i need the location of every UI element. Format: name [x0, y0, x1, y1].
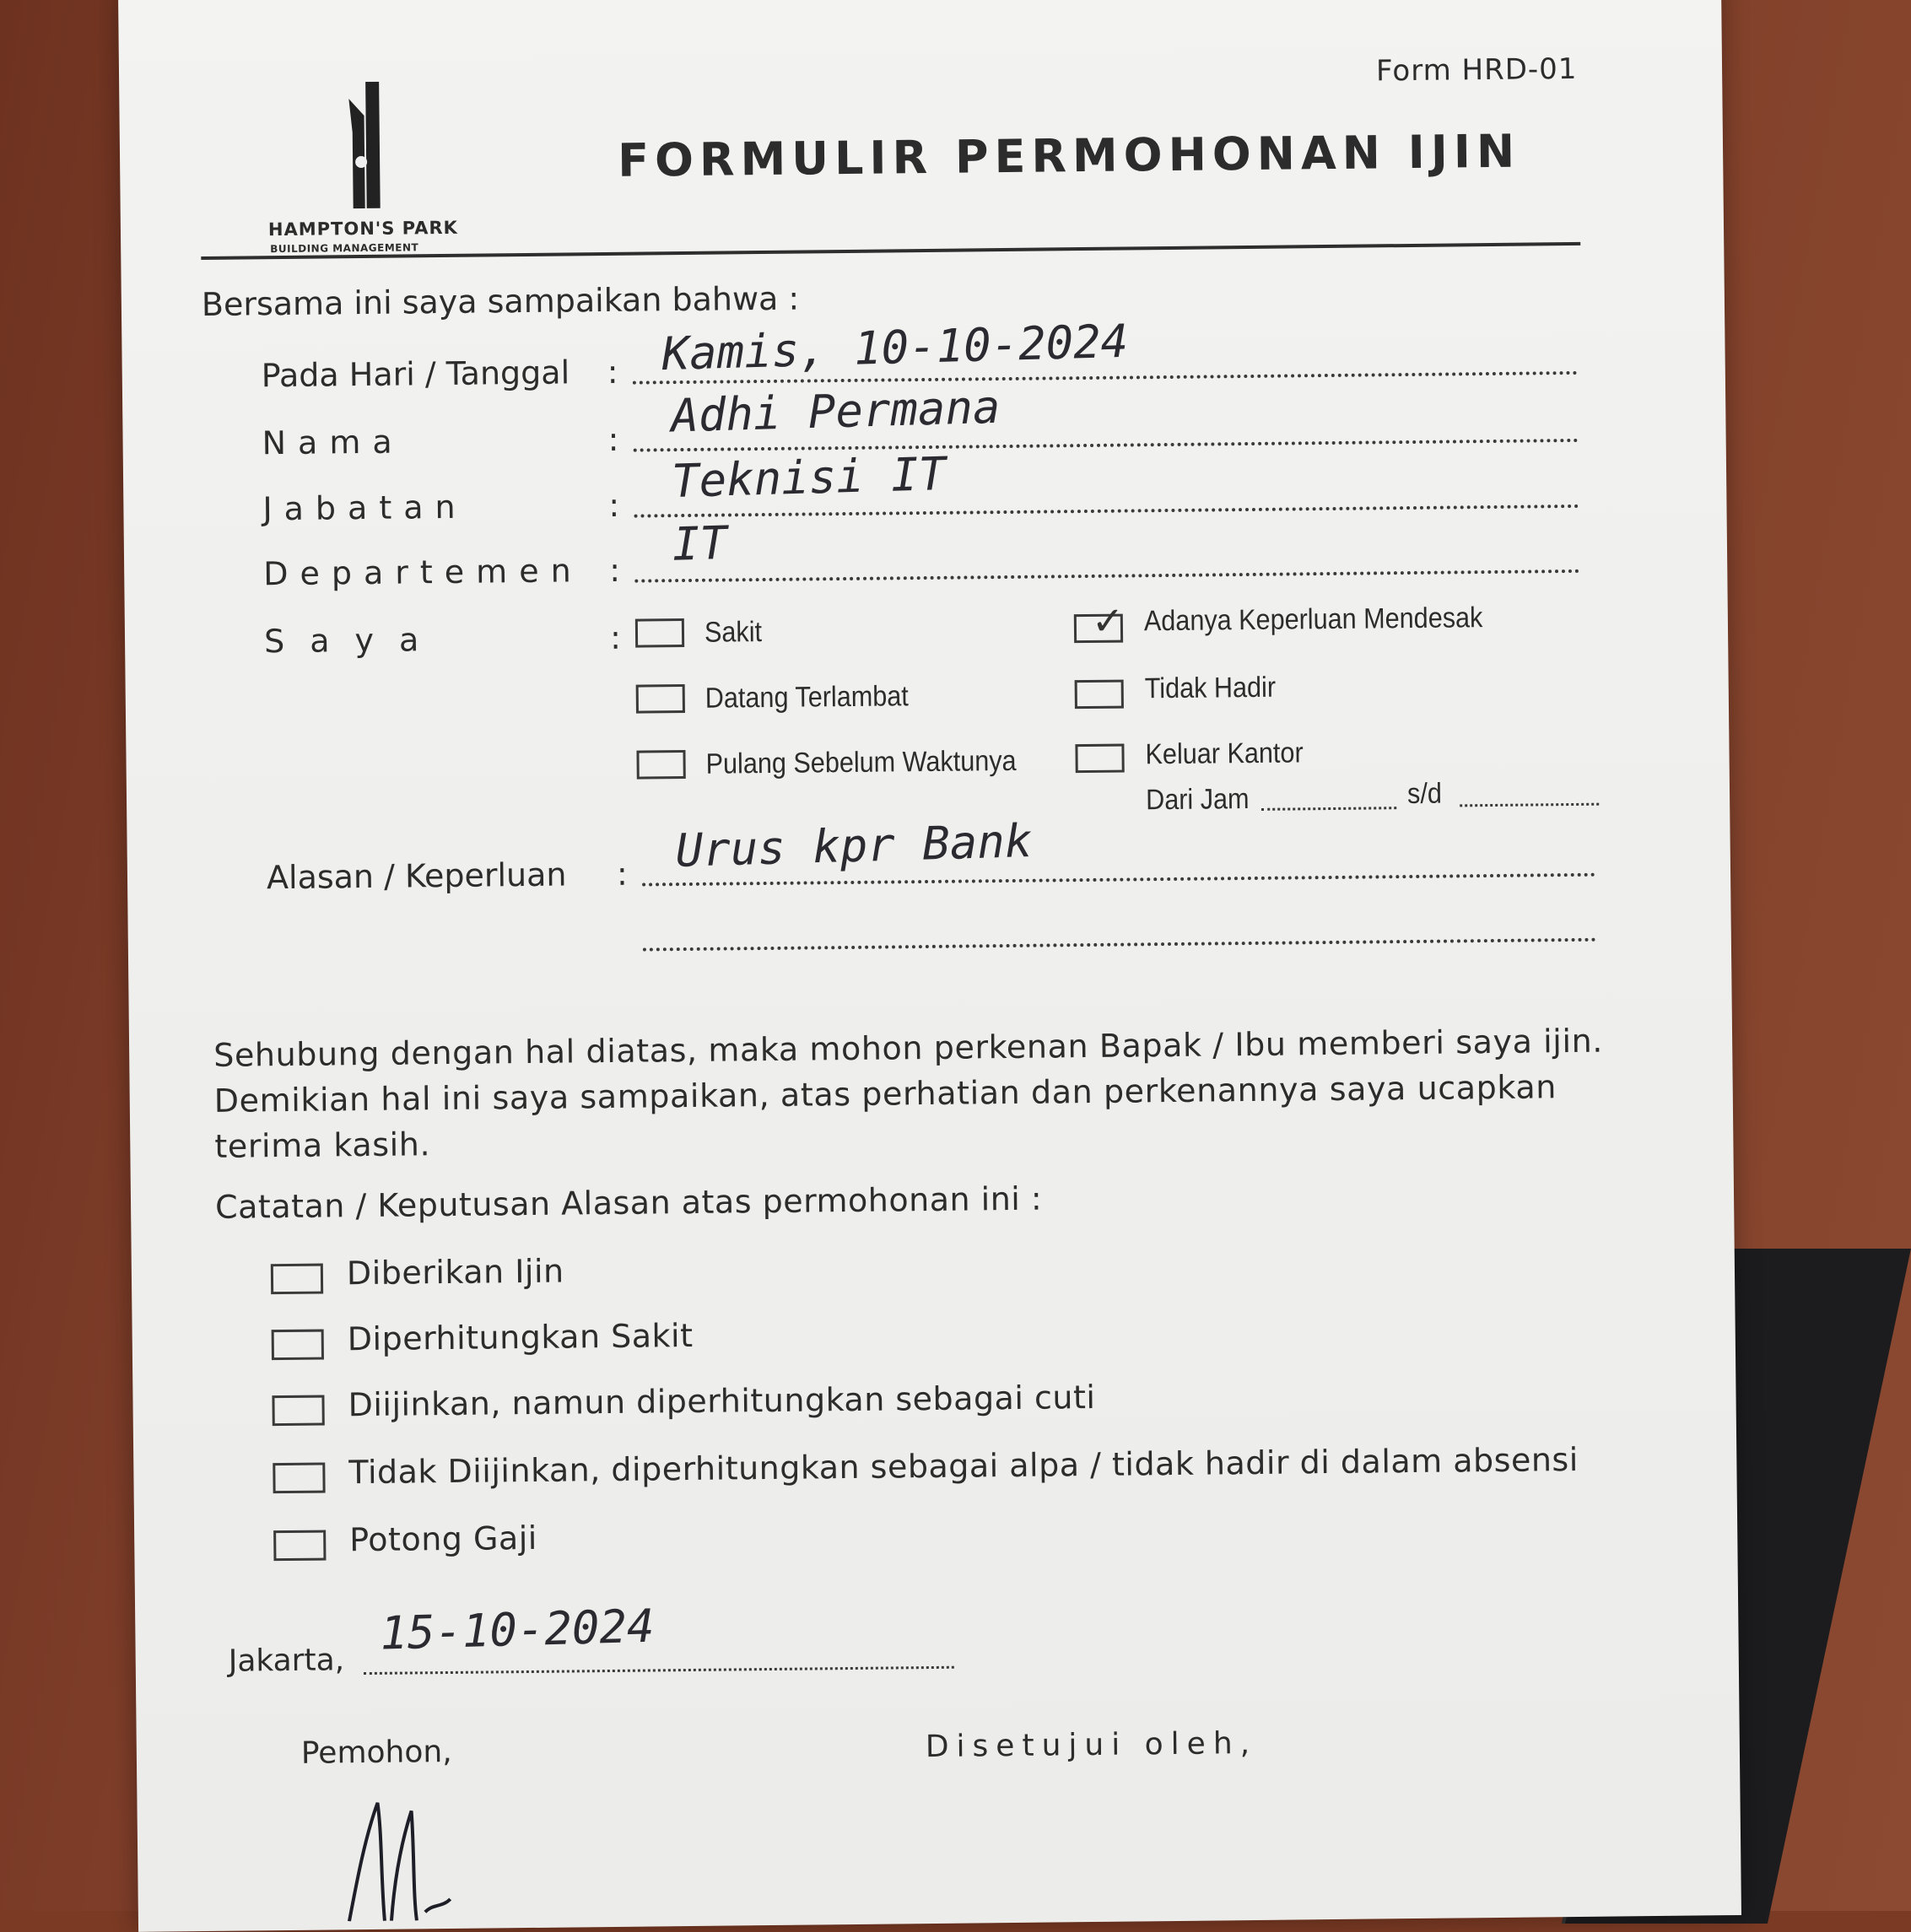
option-datang-terlambat-label: Datang Terlambat [704, 680, 909, 715]
checkbox-tidak-diijinkan[interactable] [273, 1463, 325, 1494]
until-hour-line[interactable] [1460, 803, 1599, 807]
checkbox-tidak-hadir[interactable] [1075, 680, 1124, 710]
until-label: s/d [1406, 777, 1443, 811]
approver-label: Disetujui oleh, [925, 1725, 1258, 1765]
permission-form-paper [118, 0, 1741, 1932]
checkbox-sakit[interactable] [635, 618, 684, 648]
company-logo [267, 81, 478, 256]
department-label: Departemen [263, 552, 583, 593]
applicant-signature [331, 1785, 484, 1922]
position-label: Jabatan [262, 488, 467, 528]
department-colon: : [608, 551, 621, 589]
checkbox-diperhitungkan-sakit[interactable] [272, 1330, 324, 1361]
saya-label: Saya [263, 620, 445, 661]
checkbox-potong-gaji[interactable] [273, 1530, 326, 1562]
decision-diberikan-ijin: Diberikan Ijin [346, 1252, 564, 1292]
reason-field-line-2[interactable] [643, 938, 1596, 952]
reason-colon: : [616, 855, 629, 893]
option-keperluan-mendesak-label: Adanya Keperluan Mendesak [1143, 602, 1483, 638]
date-handwritten: Kamis, 10-10-2024 [661, 314, 1129, 381]
decision-potong-gaji: Potong Gaji [349, 1519, 538, 1559]
checkbox-datang-terlambat[interactable] [636, 684, 685, 714]
logo-mark-icon [347, 82, 382, 213]
option-keluar-kantor-label: Keluar Kantor [1145, 737, 1304, 771]
reason-field-line-1[interactable] [642, 873, 1595, 887]
city-label: Jakarta, [228, 1643, 345, 1679]
logo-subtitle: BUILDING MANAGEMENT [270, 241, 419, 256]
checkbox-diberikan-ijin[interactable] [271, 1264, 323, 1295]
position-handwritten: Teknisi IT [671, 446, 947, 508]
option-pulang-sebelum-label: Pulang Sebelum Waktunya [705, 744, 1017, 780]
checkbox-diijinkan-cuti[interactable] [272, 1395, 324, 1427]
position-field-line[interactable] [634, 505, 1579, 518]
name-handwritten: Adhi Permana [670, 380, 1001, 443]
name-label: Nama [262, 423, 404, 462]
position-colon: : [608, 486, 620, 524]
form-title: FORMULIR PERMOHONAN IJIN [617, 124, 1521, 187]
decision-diijinkan-cuti: Diijinkan, namun diperhitungkan sebagai cuti [348, 1378, 1096, 1424]
saya-colon: : [609, 618, 622, 656]
from-hour-line[interactable] [1261, 807, 1396, 811]
option-tidak-hadir-label: Tidak Hadir [1144, 671, 1277, 705]
signing-date-handwritten: 15-10-2024 [379, 1599, 656, 1660]
form-code: Form HRD-01 [1375, 51, 1578, 89]
decision-diperhitungkan-sakit: Diperhitungkan Sakit [347, 1316, 694, 1358]
decision-title: Catatan / Keputusan Alasan atas permohonan ini : [214, 1179, 1043, 1226]
decision-tidak-diijinkan: Tidak Diijinkan, diperhitungkan sebagai alpa / tidak hadir di dalam absensi [348, 1440, 1579, 1492]
checkbox-pulang-sebelum-waktunya[interactable] [636, 750, 685, 780]
intro-text: Bersama ini saya sampaikan bahwa : [201, 279, 800, 323]
reason-label: Alasan / Keperluan [266, 855, 567, 897]
name-colon: : [607, 420, 619, 458]
reason-handwritten: Urus kpr Bank [674, 814, 1034, 877]
checkbox-keluar-kantor[interactable] [1075, 744, 1124, 774]
applicant-label: Pemohon, [300, 1734, 452, 1771]
department-field-line[interactable] [634, 569, 1579, 583]
signing-date-line[interactable] [364, 1666, 954, 1675]
checkbox-keperluan-mendesak[interactable] [1074, 597, 1125, 644]
name-field-line[interactable] [634, 439, 1579, 452]
department-handwritten: IT [672, 515, 728, 571]
date-label: Pada Hari / Tanggal [261, 353, 570, 395]
logo-company-name: HAMPTON'S PARK [267, 217, 458, 240]
request-paragraph: Sehubung dengan hal diatas, maka mohon perkenan Bapak / Ibu memberi saya ijin. Demikian hal ini saya sampaikan, atas perhatian dan perkenannya saya ucapkan terima kasih. [213, 1022, 1604, 1165]
date-colon: : [607, 353, 618, 391]
option-sakit-label: Sakit [704, 616, 763, 649]
from-hour-label: Dari Jam [1145, 783, 1250, 817]
checkmark-icon: ✓ [1091, 597, 1125, 644]
